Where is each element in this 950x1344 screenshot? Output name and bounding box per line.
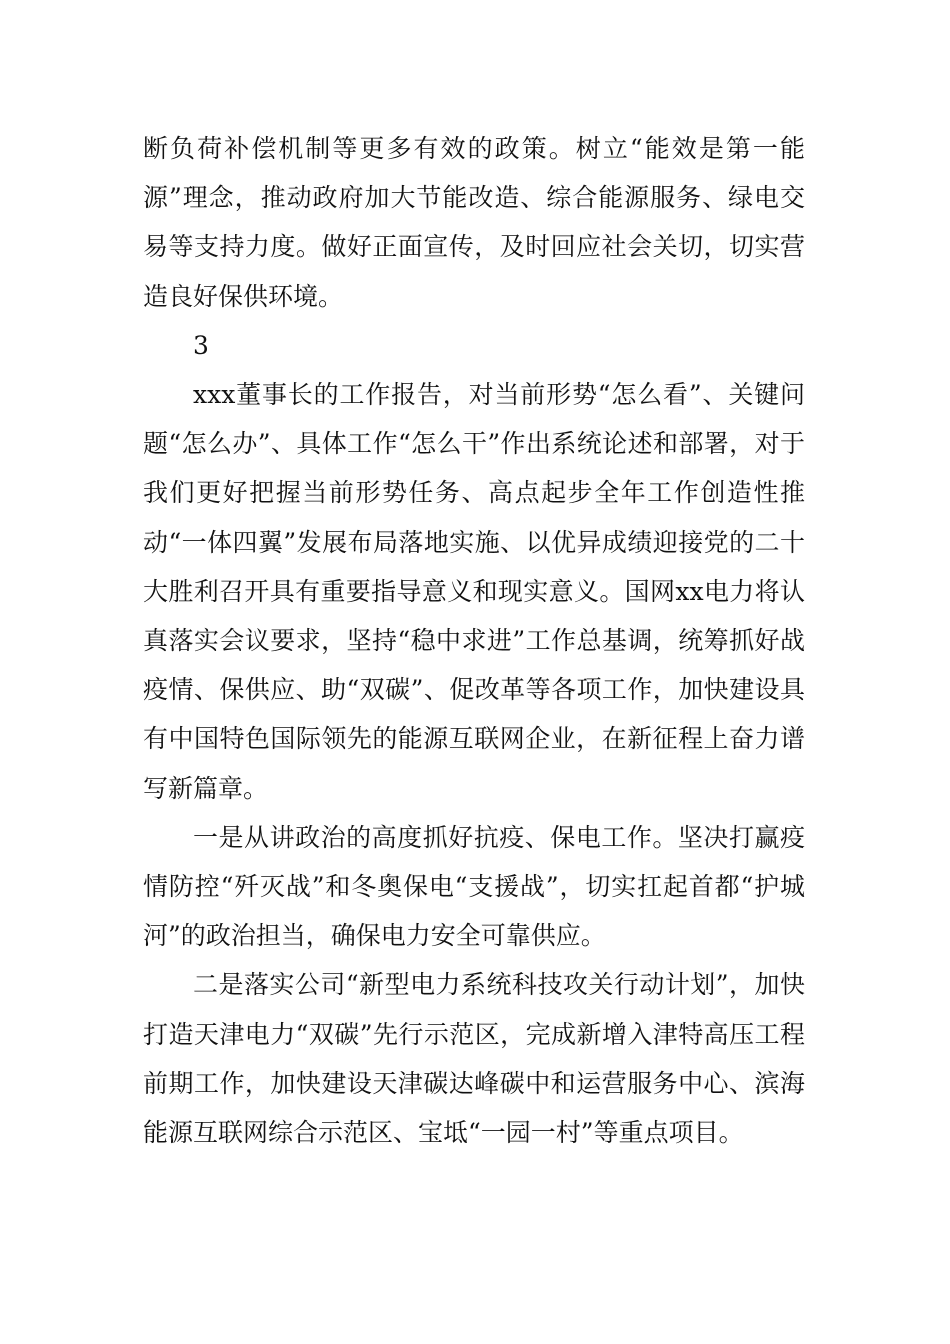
paragraph-continuation: 断负荷补偿机制等更多有效的政策。树立“能效是第一能源”理念，推动政府加大节能改造、综合能源服务、绿电交易等支持力度。做好正面宣传，及时回应社会关切，切实营造良好保供环境。 [143, 134, 805, 311]
paragraph-point-one: 一是从讲政治的高度抓好抗疫、保电工作。坚决打赢疫情防控“歼灭战”和冬奥保电“支援战”，切实扛起首都“护城河”的政治担当，确保电力安全可靠供应。 [143, 822, 805, 951]
paragraph-work-report: xxx董事长的工作报告，对当前形势“怎么看”、关键问题“怎么办”、具体工作“怎么干”作出系统论述和部署，对于我们更好把握当前形势任务、高点起步全年工作创造性推动“一体四翼”发展布局落地实施、以优异成绩迎接党的二十大胜利召开具有重要指导意义和现实意义。国网xx电力将认真落实会议要求，坚持“稳中求进”工作总基调，统筹抓好战疫情、保供应、助“双碳”、促改革等各项工作，加快建设具有中国特色国际领先的能源互联网企业，在新征程上奋力谱写新篇章。 [143, 380, 805, 803]
paragraph-point-two: 二是落实公司“新型电力系统科技攻关行动计划”，加快打造天津电力“双碳”先行示范区，完成新增入津特高压工程前期工作，加快建设天津碳达峰碳中和运营服务中心、滨海能源互联网综合示范区、宝坻“一园一村”等重点项目。 [143, 970, 805, 1148]
document-body [143, 124, 805, 1157]
section-number: 3 [193, 330, 209, 360]
